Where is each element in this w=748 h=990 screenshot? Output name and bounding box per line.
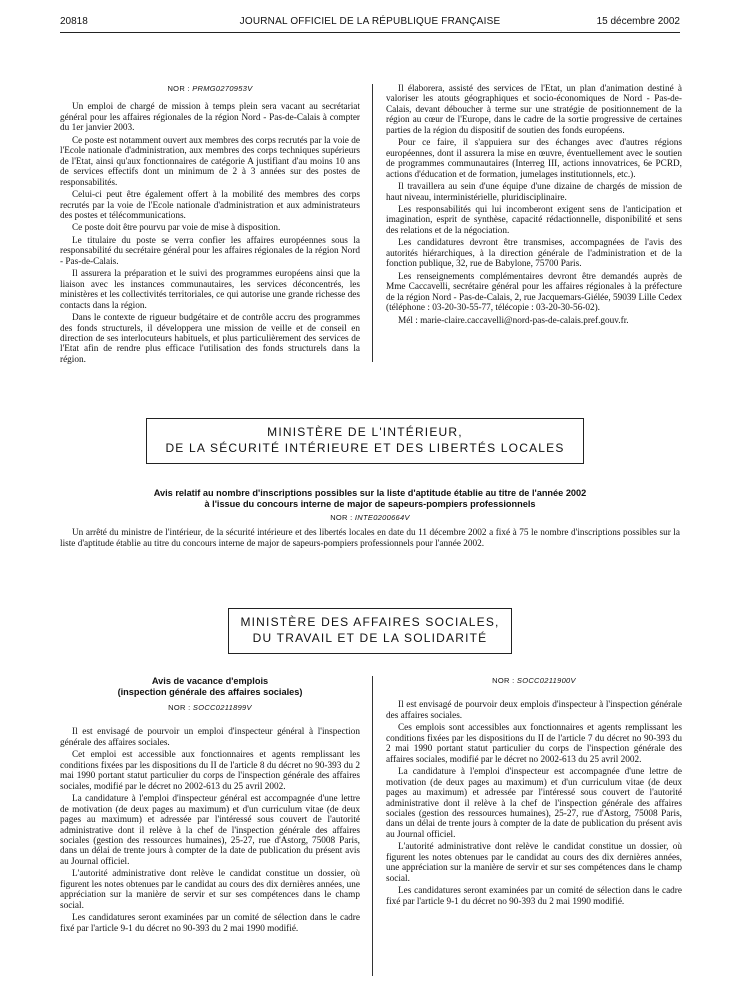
nor-label: NOR : xyxy=(168,703,191,712)
section1-right-column xyxy=(386,84,682,328)
section1-right-paragraph: Les renseignements complémentaires devront être demandés auprès de Mme Caccavelli, secrétaire général pour les affaires régionales à la préfecture de la région Nord - Pas-de-Calais, 2, rue Jacquemars-Giélée, 59039 Lille Cedex (téléphone : 03-20-30-55-77, télécopie : 03-20-30-56-02). xyxy=(386,271,682,314)
section1-right-paragraph: Les candidatures devront être transmises, accompagnées de l'avis des autorités hiérarchiques, à la direction générale de l'administration et de la fonction publique, 32, rue de Babylone, 75700 Paris. xyxy=(386,238,682,270)
nor-code: SOCC0211899V xyxy=(192,703,252,712)
avis2-right-paragraph: Les candidatures seront examinées par un comité de sélection dans le cadre fixé par l'article 9-1 du décret no 90-393 du 2 mai 1990 modifié. xyxy=(386,886,682,907)
nor-label: NOR : xyxy=(330,513,353,522)
section1-left-paragraph: Ce poste doit être pourvu par voie de mise à disposition. xyxy=(72,223,281,234)
avis2-left-nor xyxy=(60,703,360,713)
page-header xyxy=(60,14,680,33)
section1-right-paragraph: Il élaborera, assisté des services de l'Etat, un plan d'animation destiné à valoriser les atouts géographiques et socio-économiques de Nord - Pas-de-Calais, devant déboucher à terme sur une stratégie de positionnement de la région au cœur de l'Europe, dans le cadre de la sortie progressive de certaines parties de la région du dispositif de soutien des fonds européens. xyxy=(386,84,682,136)
avis2-left-paragraph: L'autorité administrative dont relève le candidat constitue un dossier, où figurent les notes obtenues par le candidat au cours des dix dernières années, une appréciation sur la manière de servir et sur ses compétences dans le champ social. xyxy=(60,869,360,911)
ministry-social-line1: MINISTÈRE DES AFFAIRES SOCIALES, xyxy=(240,615,500,629)
avis2-left-paragraph: Les candidatures seront examinées par un comité de sélection dans le cadre fixé par l'article 9-1 du décret no 90-393 du 2 mai 1990 modifié. xyxy=(60,913,360,934)
avis2-left-paragraph: La candidature à l'emploi d'inspecteur général est accompagnée d'une lettre de motivation (de deux pages au maximum) et d'un curriculum vitae (de deux pages au maximum) et adressée par l'intéressé sous couvert de l'autorité administrative dont il relève à la chef de l'inspection générale des affaires sociales (gestion des ressources humaines), 25-27, rue d'Astorg, 75008 Paris, dans un délai de trente jours à compter de la date de publication du présent avis au Journal officiel. xyxy=(60,794,360,867)
nor-code: INTE0200664V xyxy=(354,513,410,522)
page-number: 20818 xyxy=(60,16,88,27)
avis2-left-paragraph: Il est envisagé de pourvoir un emploi d'inspecteur général à l'inspection générale des affaires sociales. xyxy=(60,727,360,748)
section1-left-paragraph: Celui-ci peut être également offert à la mobilité des membres des corps recrutés par la voie de l'Ecole nationale d'administration et aux administrateurs des postes et télécommunications. xyxy=(60,190,360,221)
avis2-title-line2: (inspection générale des affaires sociales) xyxy=(117,686,303,697)
nor-label: NOR : xyxy=(167,84,190,93)
ministry-interior-line2: DE LA SÉCURITÉ INTÉRIEURE ET DES LIBERTÉS LOCALES xyxy=(165,441,565,455)
section1-right-paragraph: Pour ce faire, il s'appuiera sur des échanges avec d'autres régions européennes, dont il assurera la mise en œuvre, éventuellement avec le soutien de programmes communautaires (Interreg III, actions innovatrices, 6e PCRD, actions d'éducation et de formation, jumelages institutionnels, etc.). xyxy=(386,138,682,180)
avis2-right-paragraph: La candidature à l'emploi d'inspecteur est accompagnée d'une lettre de motivation (de deux pages au maximum) et d'un curriculum vitae (de deux pages au maximum) et adressée par l'intéressé sous couvert de l'autorité administrative dont il relève à la chef de l'inspection générale des affaires sociales (gestion des ressources humaines), 25-27, rue d'Astorg, 75008 Paris, dans un délai de trente jours à compter de la date de publication du présent avis au Journal officiel. xyxy=(386,767,682,840)
section1-left-paragraph: Il assurera la préparation et le suivi des programmes européens ainsi que la liaison avec les instances communautaires, les services déconcentrés, les ministères et les collectivités territoriales, ce qui autorise une grande richesse des contacts dans la région. xyxy=(60,269,361,311)
column-divider xyxy=(372,84,373,362)
avis1-title xyxy=(60,488,680,509)
avis1-title-line2: à l'issue du concours interne de major de sapeurs-pompiers professionnels xyxy=(204,498,536,509)
avis1-title-line1: Avis relatif au nombre d'inscriptions possibles sur la liste d'aptitude établie au titre de l'année 2002 xyxy=(153,488,587,498)
avis2-right-paragraph: Ces emplois sont accessibles aux fonctionnaires et agents remplissant les conditions fixées par les dispositions du II de l'article 7 du décret no 90-393 du 2 mai 1990 portant statut particulier du corps de l'inspection générale des affaires sociales, modifié par le décret no 2002-613 du 25 avril 2002. xyxy=(386,723,682,765)
avis2-title xyxy=(60,676,360,697)
nor-label: NOR : xyxy=(492,676,515,685)
avis1-body xyxy=(60,528,680,549)
section1-left-paragraph: Un emploi de chargé de mission à temps plein sera vacant au secrétariat général pour les affaires régionales de la région Nord - Pas-de-Calais à compter du 1er janvier 2003. xyxy=(60,102,360,134)
journal-title: JOURNAL OFFICIEL DE LA RÉPUBLIQUE FRANÇAISE xyxy=(239,16,501,27)
avis1-body-text: Un arrêté du ministre de l'intérieur, de la sécurité intérieure et des libertés locales en date du 11 décembre 2002 a fixé à 75 le nombre d'inscriptions possibles sur la liste d'aptitude établie au titre du concours interne de major de sapeurs-pompiers professionnels pour l'année 2002. xyxy=(60,528,680,549)
avis2-right-paragraph: Il est envisagé de pourvoir deux emplois d'inspecteur à l'inspection générale des affaires sociales. xyxy=(386,700,682,721)
avis2-right-nor xyxy=(386,676,682,686)
section1-left-column xyxy=(60,84,360,367)
issue-date: 15 décembre 2002 xyxy=(596,16,680,27)
column-divider xyxy=(372,676,373,976)
avis2-title-line1: Avis de vacance d'emplois xyxy=(151,676,269,686)
section1-left-paragraphs xyxy=(60,102,360,365)
avis2-right-paragraph: L'autorité administrative dont relève le candidat constitue un dossier, où figurent les notes obtenues par le candidat au cours des dix dernières années, une appréciation sur la manière de servir et sur ses compétences dans le champ social. xyxy=(386,842,682,884)
avis1-nor xyxy=(60,513,680,522)
nor-code: SOCC0211900V xyxy=(516,676,576,685)
ministry-social-line2: DU TRAVAIL ET DE LA SOLIDARITÉ xyxy=(252,631,488,645)
section1-left-paragraph: Dans le contexte de rigueur budgétaire et de contrôle accru des programmes des fonds structurels, il développera une mission de veille et de conseil en direction de ses interlocuteurs habituels, et plus particulièrement des services de l'Etat afin de rendre plus efficace l'utilisation des fonds structurels dans la région. xyxy=(60,313,360,365)
ministry-social-box xyxy=(228,608,512,654)
ministry-interior-line1: MINISTÈRE DE L'INTÉRIEUR, xyxy=(267,425,463,439)
ministry-interior-box xyxy=(146,418,584,464)
avis2-left-paragraphs xyxy=(60,727,360,934)
section1-left-paragraph: Le titulaire du poste se verra confier les affaires européennes sous la responsabilité du secrétaire général pour les affaires régionales de la région Nord - Pas-de-Calais. xyxy=(60,235,360,267)
nor-code: PRMG0270953V xyxy=(192,84,253,93)
section1-nor xyxy=(60,84,360,94)
avis2-left-column xyxy=(60,676,360,936)
section1-left-paragraph: Ce poste est notamment ouvert aux membres des corps recrutés par la voie de l'Ecole nationale d'administration, aux membres des corps techniques supérieurs de l'Etat, ainsi qu'aux fonctionnaires de catégorie A justifiant d'au moins 10 ans de services effectifs dont un minimum de 2 à 3 années sur des postes de responsabilités. xyxy=(60,135,360,188)
avis2-right-column xyxy=(386,676,682,909)
avis2-left-paragraph: Cet emploi est accessible aux fonctionnaires et agents remplissant les conditions fixées par les dispositions du II de l'article 8 du décret no 90-393 du 2 mai 1990 portant statut particulier du corps de l'inspection générale des affaires sociales, modifié par le décret no 2002-613 du 25 avril 2002. xyxy=(60,750,360,792)
section1-right-paragraph: Il travaillera au sein d'une équipe d'une dizaine de chargés de mission de haut niveau, interministérielle, pluridisciplinaire. xyxy=(386,182,682,203)
section1-right-paragraph: Les responsabilités qui lui incomberont exigent sens de l'anticipation et imagination, esprit de synthèse, capacité rédactionnelle, disponibilité et sens des relations et de la négociation. xyxy=(386,204,682,236)
avis2-right-paragraphs xyxy=(386,700,682,907)
section1-right-paragraph: Mél : marie-claire.caccavelli@nord-pas-de-calais.pref.gouv.fr. xyxy=(398,315,629,326)
